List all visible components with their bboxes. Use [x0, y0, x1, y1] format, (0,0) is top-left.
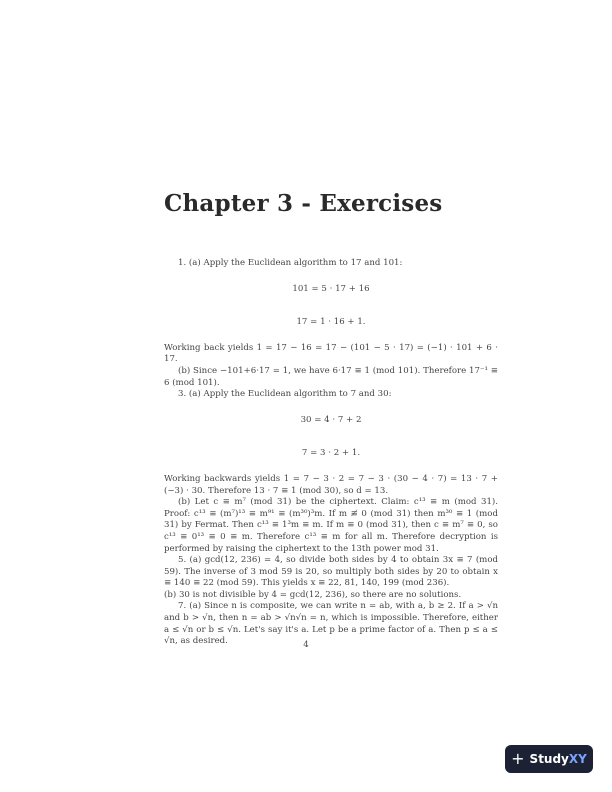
badge-xy: XY: [568, 752, 587, 766]
equation-2: 17 = 1 · 16 + 1.: [296, 317, 366, 328]
badge-label: [530, 752, 587, 766]
plus-icon: +: [511, 749, 525, 768]
exercise-5b-text: (b) 30 is not divisible by 4 = gcd(12, 236), so there are no solutions.: [164, 589, 462, 600]
equation-1: 101 = 5 · 17 + 16: [292, 283, 370, 294]
exercise-3b-text: (b) Let c ≡ m⁷ (mod 31) be the ciphertext. Claim: c¹³ ≡ m (mod 31). Proof: c¹³ ≡ (m⁷)¹³ ≡ m⁹¹ ≡ (m³⁰)³m. If m ≢ 0 (mod 31) then m³⁰ ≡ 1 (mod 31) by Fermat. Then c¹³ ≡ 1³m ≡ m. If m ≡ 0 (mod 31), then c ≡ m⁷ ≡ 0, so c¹³ ≡ 0¹³ ≡ 0 ≡ m. Therefore c¹³ ≡ m for all m. Therefore decryption is performed by raising the ciphertext to the 13th power mod 31.: [164, 497, 498, 554]
exercise-7a-text: 7. (a) Since n is composite, we can write n = ab, with a, b ≥ 2. If a > √n and b > √n, then n = ab > √n√n = n, which is impossible. Therefore, either a ≤ √n or b ≤ √n. Let's say it's a. Let p be a prime factor of a. Then p ≤ a ≤ √n, as desired.: [164, 601, 498, 647]
equation-3: 30 = 4 · 7 + 2: [300, 414, 362, 425]
chapter-title: Chapter 3 - Exercises: [164, 190, 443, 217]
exercise-1-back-substitution: Working back yields 1 = 17 − 16 = 17 − (101 − 5 · 17) = (−1) · 101 + 6 · 17.: [164, 342, 498, 365]
exercise-5a-text: 5. (a) gcd(12, 236) = 4, so divide both sides by 4 to obtain 3x ≡ 7 (mod 59). The inverse of 3 mod 59 is 20, so multiply both sides by 20 to obtain x ≡ 140 ≡ 22 (mod 59). This yields x ≡ 22, 81, 140, 199 (mod 236).: [164, 555, 498, 589]
exercise-3-back-substitution: Working backwards yields 1 = 7 − 3 · 2 = 7 − 3 · (30 − 4 · 7) = 13 · 7 + (−3) · 30. Therefore 13 · 7 ≡ 1 (mod 30), so d = 13.: [164, 473, 498, 496]
badge-study: Study: [529, 752, 569, 766]
studyxy-badge[interactable]: [505, 745, 593, 773]
equation-4: 7 = 3 · 2 + 1.: [301, 448, 361, 459]
exercise-1a-text: 1. (a) Apply the Euclidean algorithm to 17 and 101:: [178, 258, 403, 268]
exercise-block-1: [164, 258, 498, 648]
exercise-3a-text: 3. (a) Apply the Euclidean algorithm to 7 and 30:: [178, 389, 392, 400]
exercise-1b-text: (b) Since −101+6·17 = 1, we have 6·17 ≡ 1 (mod 101). Therefore 17⁻¹ ≡ 6 (mod 101).: [164, 365, 498, 388]
page-number: 4: [303, 640, 309, 650]
